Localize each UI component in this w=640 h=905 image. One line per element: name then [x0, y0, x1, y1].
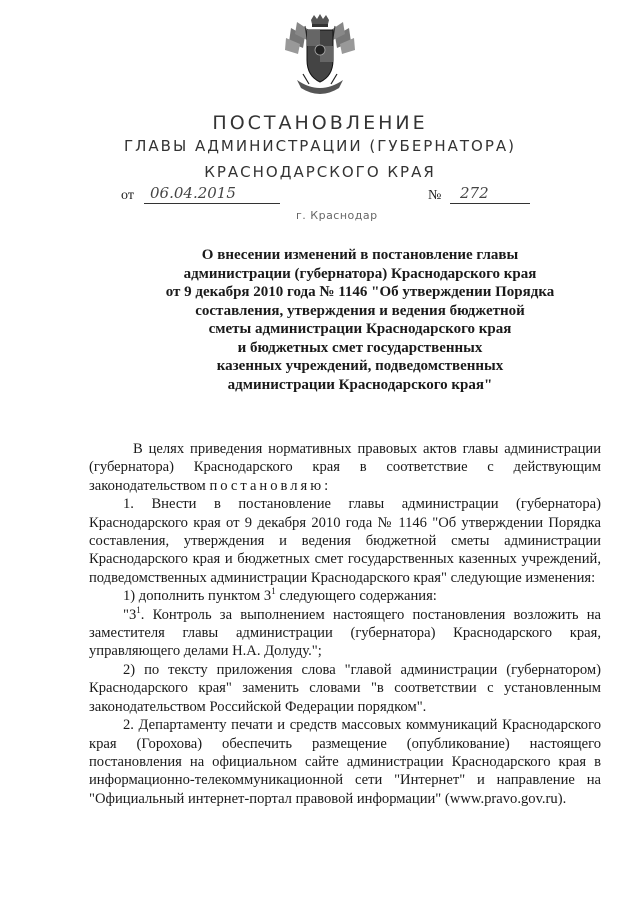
preamble-text: В целях приведения нормативных правовых актов главы администрации (губернатора) Краснодарского края в соответствие с действующим законодательством: [89, 441, 601, 494]
clause-3-1-paragraph: [89, 606, 601, 661]
heading-line: сметы администрации Краснодарского края: [208, 321, 512, 337]
number-value: 272: [460, 184, 489, 202]
date-prefix: от: [121, 188, 134, 203]
item-1-paragraph: 1. Внести в постановление главы администрации (губернатора) Краснодарского края от 9 декабря 2010 года № 1146 "Об утверждении Порядка составления, утверждения и ведения бюджетной сметы администрации Краснодарского края и бюджетных смет государственных казенных учреждений, подведомственных администрации Краснодарского края" следующие изменения:: [89, 496, 601, 586]
document-type-title: ПОСТАНОВЛЕНИЕ: [212, 112, 428, 134]
clause-superscript: 1: [136, 604, 141, 615]
item-1-sub-2-paragraph: 2) по тексту приложения слова "главой администрации (губернатором) Краснодарского края" заменить словами "в соответствии с установленным законодательством Российской Федерации порядком".: [89, 661, 601, 715]
date-value: 06.04.2015: [150, 184, 236, 202]
clause-text-after: . Контроль за выполнением настоящего постановления возложить на заместителя главы администрации (губернатора) Краснодарского края, управляющего делами Н.А. Долуду.";: [89, 606, 601, 660]
clause-text-before: "3: [123, 606, 137, 623]
issuer-line-1: ГЛАВЫ АДМИНИСТРАЦИИ (ГУБЕРНАТОРА): [123, 137, 517, 155]
heading-line: и бюджетных смет государственных: [237, 339, 483, 356]
heading-line: администрации Краснодарского края": [227, 376, 493, 393]
item-1-sub-1-paragraph: [89, 587, 601, 605]
heading-line: казенных учреждений, подведомственных: [216, 358, 504, 374]
date-underline: [144, 203, 280, 204]
resolution-heading: [150, 246, 570, 394]
issuer-line-2: КРАСНОДАРСКОГО КРАЯ: [204, 163, 436, 181]
heading-line: составления, утверждения и ведения бюджетной: [195, 302, 525, 319]
heading-line: от 9 декабря 2010 года № 1146 "Об утверждении Порядка: [165, 284, 555, 300]
sub-1-text-before: 1) дополнить пунктом 3: [123, 588, 272, 605]
heading-line: О внесении изменений в постановление главы: [201, 247, 519, 263]
city-label: г. Краснодар: [296, 209, 378, 222]
number-prefix: №: [428, 188, 442, 203]
sub-1-superscript: 1: [271, 586, 276, 597]
heading-line: администрации (губернатора) Краснодарского края: [183, 265, 537, 282]
resolve-word: постановляю:: [209, 477, 332, 494]
sub-1-text-after: следующего содержания:: [275, 588, 437, 605]
document-body: [89, 440, 601, 808]
number-underline: [450, 203, 530, 204]
preamble-paragraph: [89, 440, 601, 495]
coat-of-arms-emblem: [283, 14, 357, 98]
item-2-paragraph: 2. Департаменту печати и средств массовых коммуникаций Краснодарского края (Горохова) обеспечить размещение (опубликование) настоящего постановления на официальном сайте администрации Краснодарского края в информационно-телекоммуникационной сети "Интернет" и направление на "Официальный интернет-портал правовой информации" (www.pravo.gov.ru).: [89, 717, 601, 807]
